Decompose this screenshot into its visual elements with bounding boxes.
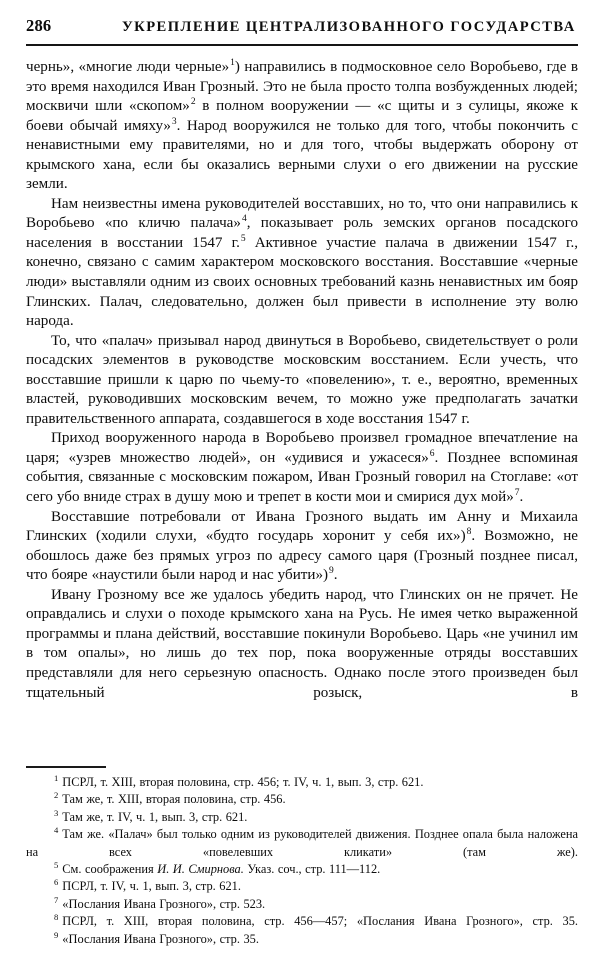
footnote-number: 4	[54, 825, 59, 836]
footnote-marker: 8	[466, 527, 472, 538]
footnote: $^6$ ПСРЛ, т. IV, ч. 1, вып. 3, стр. 621.	[54, 877, 241, 894]
footnote: $^4$ Там же. «Палач» был только одним из руководителей движения. Позднее опала была наложена на всех «повелевших кликати» (там же).	[26, 825, 578, 859]
paragraph: Ивану Грозному все же удалось убедить народ, что Глинских он не прячет. Не оправдались и слухи о походе крымского хана на Русь. Не имея четко выраженной программы и плана действий, восставшие покинули Воробьево. Царь «не учинил им в том опалы», но лишь до тех пор, пока вооруженные отряды восставших представляли для него серьезную опасность. Однако после этого произведен был тщательный розыск, в	[26, 586, 578, 701]
footnote-list	[26, 774, 578, 948]
page-number: 286	[26, 16, 52, 35]
footnote: $^2$ Там же, т. XIII, вторая половина, стр. 456.	[54, 790, 286, 807]
running-head-title: УКРЕПЛЕНИЕ ЦЕНТРАЛИЗОВАННОГО ГОСУДАРСТВА	[122, 19, 576, 35]
footnote-marker: 6	[429, 448, 435, 459]
running-head	[26, 18, 578, 42]
footnote: $^5$ См. соображения И. И. Смирнова. Указ. соч., стр. 111—112.	[54, 859, 381, 877]
footnote-number: 9	[54, 929, 59, 940]
footnote-number: 5	[54, 859, 59, 870]
footnote: $^8$ ПСРЛ, т. XIII, вторая половина, стр. 456—457; «Послания Ивана Грозного», стр. 35.	[54, 912, 578, 929]
footnote-marker: 1	[230, 57, 235, 68]
footnote-author-name: И. И. Смирнова.	[157, 862, 244, 877]
footnote-separator-rule	[26, 766, 106, 768]
footnote: $^1$ ПСРЛ, т. XIII, вторая половина, стр. 456; т. IV, ч. 1, вып. 3, стр. 621.	[54, 772, 424, 789]
body-text-column	[26, 58, 578, 703]
footnote-number: 7	[54, 894, 59, 905]
footnote-number: 6	[54, 877, 59, 888]
paragraph: Приход вооруженного народа в Воробьево произвел громадное впечатление на царя; «узрев множество людей», он «удивися и ужасеся»$^6$. Позднее вспоминая события, связанные с московским пожаром, Иван Грозный говорил на Стоглаве: «от сего убо вниде страх в душу мою и трепет в кости мои и смирися дух мой»$^7$.	[26, 430, 578, 506]
paragraph: Нам неизвестны имена руководителей восставших, но то, что они направились к Воробьево «по кличю палача»$^4$, показывает роль земских органов посадского населения в восстании 1547 г.$^5$ Активное участие палача в движении 1547 г., конечно, связано с самим характером московского восстания. Восставшие «черные люди» выставляли одним из своих основных требований казнь ненавистных им бояр Глинских. Палач, следовательно, должен был привести в исполнение эту волю народа.	[26, 195, 579, 330]
paragraph: То, что «палач» призывал народ двинуться в Воробьево, свидетельствует о роли посадских элементов в руководстве московским восстанием. Если учесть, что восставшие пришли к царю по чьему-то «повелению», т. е., вероятно, временных властей, руководивших московским вечем, то можно уже предполагать зачатки правительственного аппарата, создавшегося в ходе восстания 1547 г.	[26, 332, 578, 427]
footnote-marker: 9	[329, 566, 334, 577]
footnote-marker: 2	[190, 97, 196, 108]
footnote: $^3$ Там же, т. IV, ч. 1, вып. 3, стр. 621.	[54, 807, 248, 824]
footnote: $^7$ «Послания Ивана Грозного», стр. 523.	[54, 894, 266, 911]
footnote: $^9$ «Послания Ивана Грозного», стр. 35.	[54, 929, 259, 946]
footnote-marker: 5	[240, 233, 246, 244]
header-rule	[26, 44, 578, 46]
footnote-marker: 7	[514, 488, 520, 498]
footnote-number: 2	[54, 790, 59, 801]
footnote-marker: 3	[171, 116, 177, 127]
footnote-number: 1	[54, 772, 59, 783]
footnote-number: 8	[54, 912, 59, 923]
paragraph: Восставшие потребовали от Ивана Грозного выдать им Анну и Михаила Глинских (ходили слухи, «будто государь хоронит у себя их»)$^8$. Возможно, не обошлось даже без прямых угроз по адресу самого царя (Грозный позднее писал, что бояре «наустили были народ и нас убити»)$^9$.	[26, 508, 578, 584]
footnote-number: 3	[54, 807, 59, 818]
paragraph: чернь», «многие люди черные»$^1$) направились в подмосковное село Воробьево, где в это время находился Иван Грозный. Это не была просто толпа возбужденных людей; москвичи шли «скопом»$^2$ в полном вооружении — «с щиты и з сулицы, якоже к боеви обычай имяху»$^3$. Народ вооружился не только для того, чтобы покончить с ненавистными ему правителями, но и для того, чтобы выдержать оборону от крымского хана, если бы оказались верными слухи о его движении на русские земли.	[26, 57, 579, 193]
footnote-marker: 4	[241, 214, 247, 225]
